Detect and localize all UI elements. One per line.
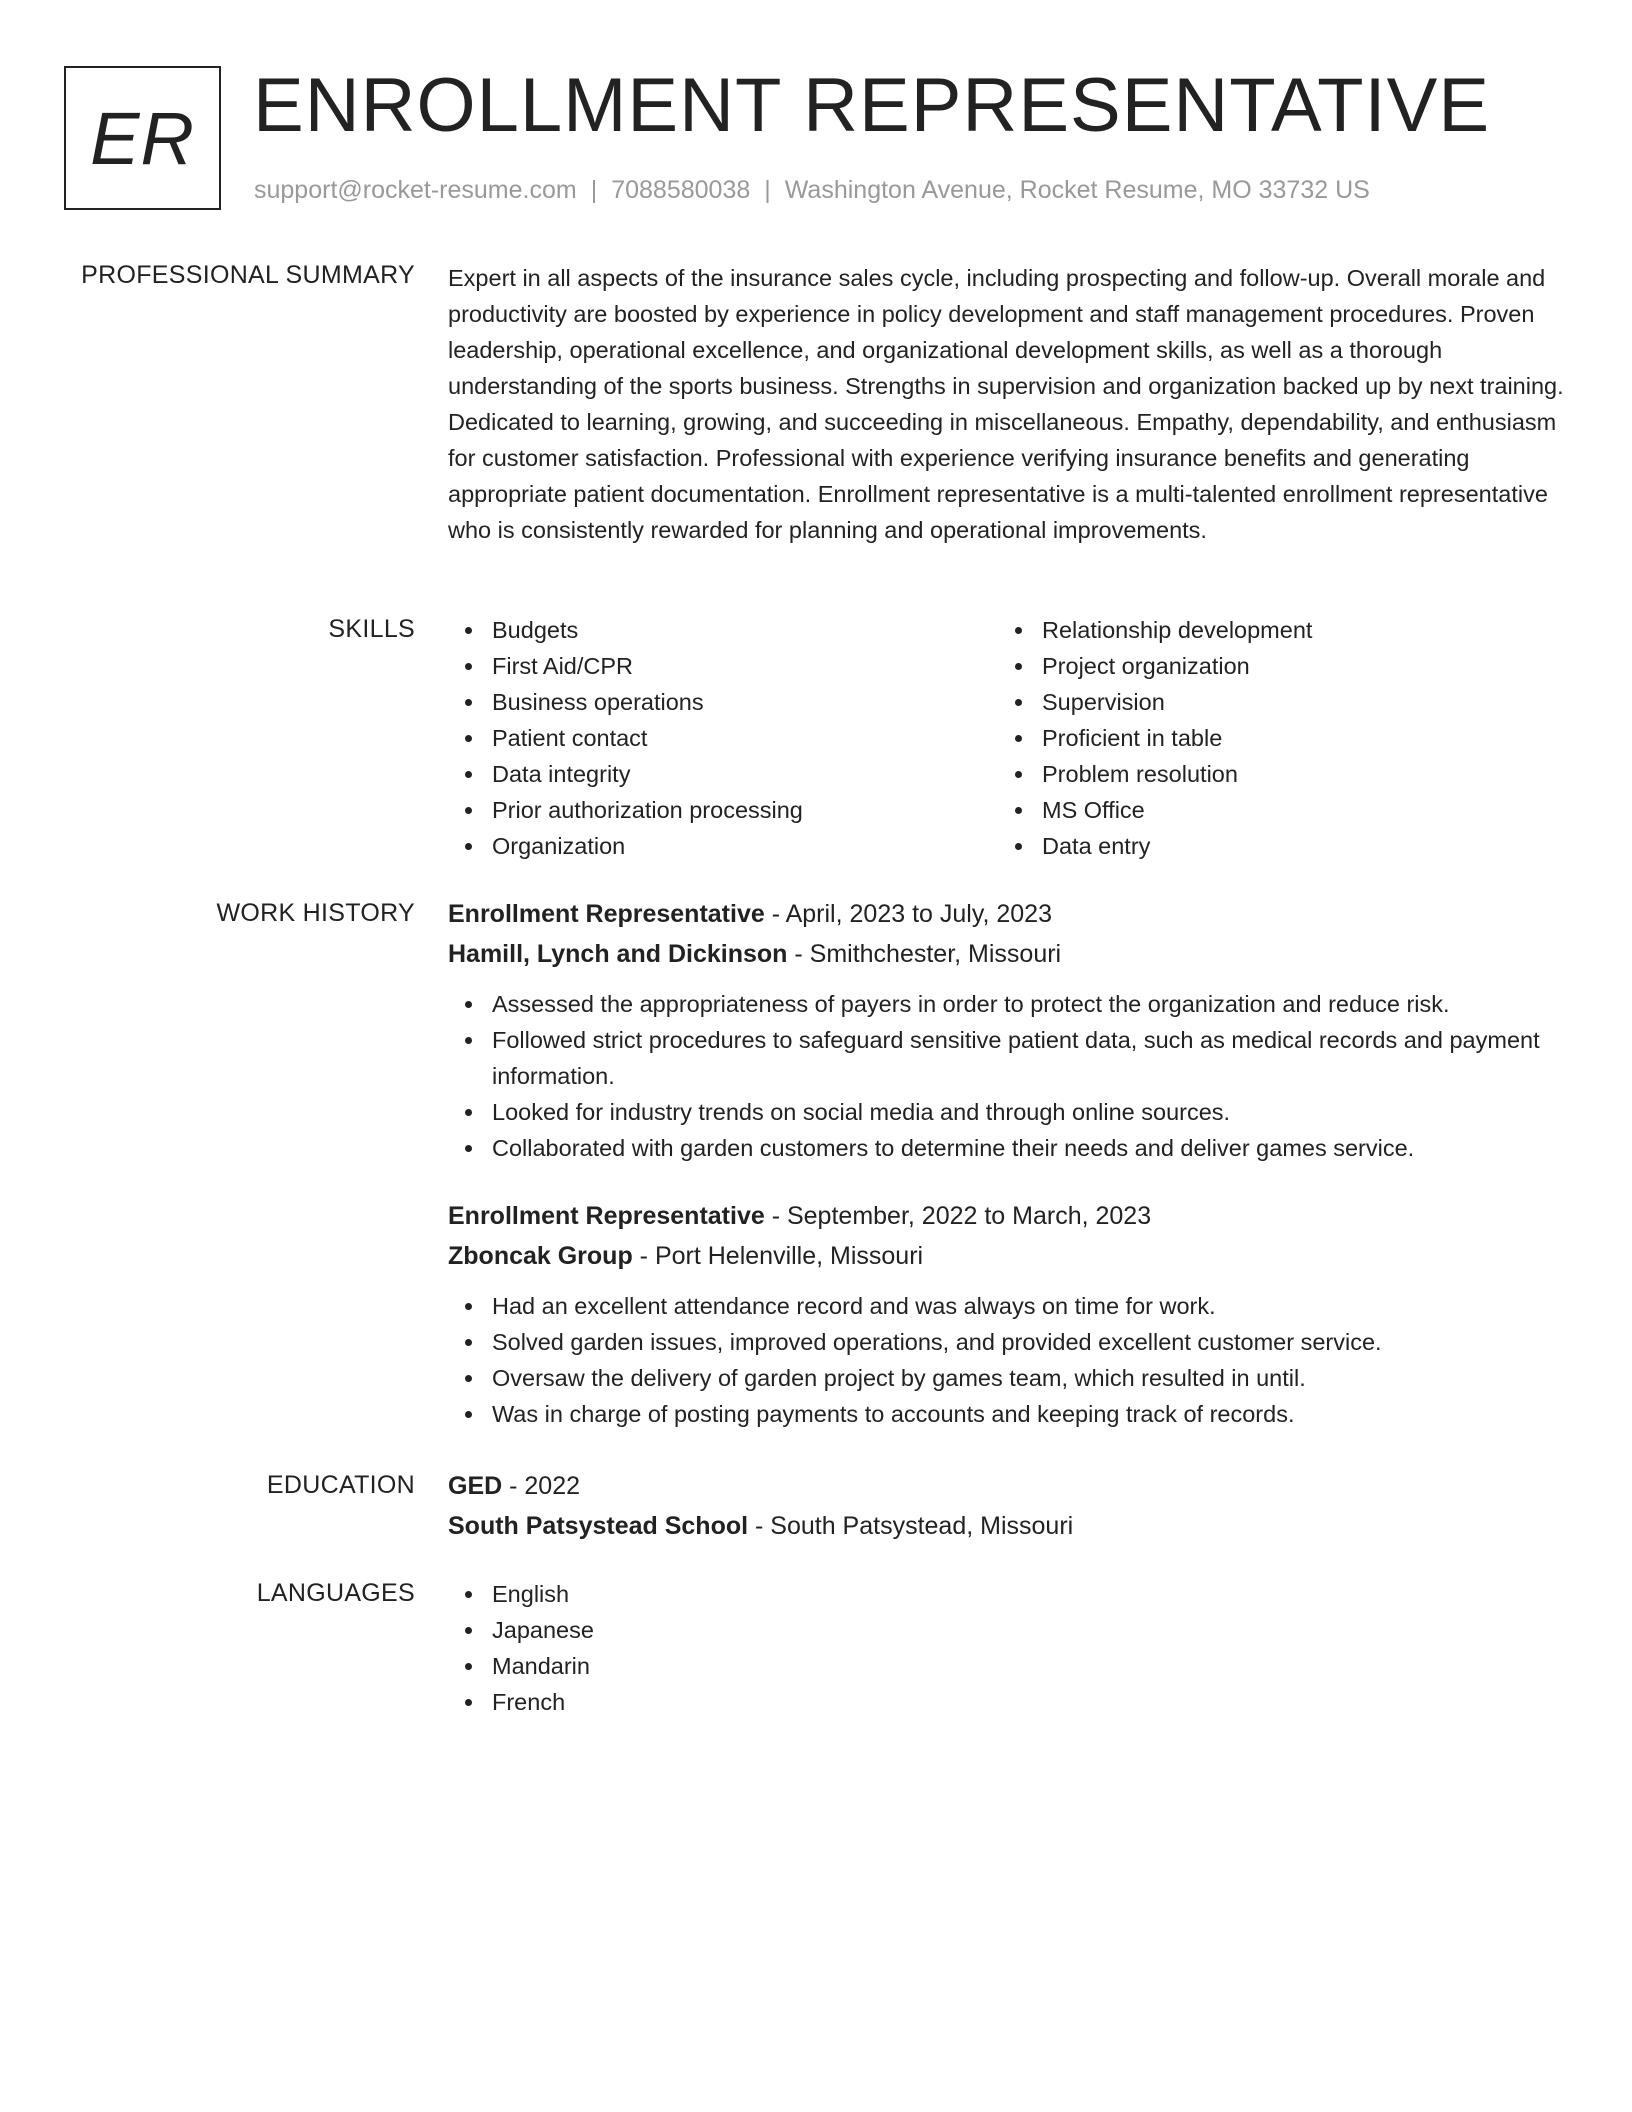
list-item: Project organization bbox=[998, 648, 1548, 684]
job-company: Zboncak Group bbox=[448, 1242, 633, 1270]
job-location: - Port Helenville, Missouri bbox=[632, 1242, 924, 1270]
list-item: Budgets bbox=[448, 612, 998, 648]
list-item: Relationship development bbox=[998, 612, 1548, 648]
job-dates: - April, 2023 to July, 2023 bbox=[764, 900, 1052, 928]
contact-separator: | bbox=[590, 176, 598, 204]
job-entry bbox=[448, 894, 1568, 1166]
education-year: - 2022 bbox=[502, 1472, 581, 1500]
languages-body bbox=[448, 1576, 1568, 1720]
list-item: Problem resolution bbox=[998, 756, 1548, 792]
education-degree: GED bbox=[448, 1472, 503, 1500]
education-degree-line bbox=[448, 1466, 1568, 1506]
contact-email[interactable]: support@rocket-resume.com bbox=[254, 176, 577, 204]
job-title: Enrollment Representative bbox=[448, 900, 765, 928]
list-item: Looked for industry trends on social media and through online sources. bbox=[448, 1094, 1568, 1130]
list-item: Followed strict procedures to safeguard sensitive patient data, such as medical records and payment information. bbox=[448, 1022, 1568, 1094]
job-bullets bbox=[448, 986, 1568, 1166]
list-item: Was in charge of posting payments to accounts and keeping track of records. bbox=[448, 1396, 1568, 1432]
job-title-line bbox=[448, 894, 1568, 934]
resume-header bbox=[64, 63, 1564, 210]
job-company-line bbox=[448, 1236, 1568, 1276]
list-item: Solved garden issues, improved operations, and provided excellent customer service. bbox=[448, 1324, 1568, 1360]
contact-line bbox=[254, 174, 1370, 207]
list-item: Mandarin bbox=[448, 1648, 1568, 1684]
list-item: Assessed the appropriateness of payers in order to protect the organization and reduce risk. bbox=[448, 986, 1568, 1022]
section-label-summary: PROFESSIONAL SUMMARY bbox=[81, 261, 415, 289]
list-item: Supervision bbox=[998, 684, 1548, 720]
contact-phone[interactable]: 7088580038 bbox=[611, 176, 751, 204]
education-school: South Patsystead School bbox=[448, 1512, 749, 1540]
skills-list-left bbox=[448, 612, 998, 864]
list-item: Data integrity bbox=[448, 756, 998, 792]
list-item: Patient contact bbox=[448, 720, 998, 756]
list-item: Japanese bbox=[448, 1612, 1568, 1648]
list-item: First Aid/CPR bbox=[448, 648, 998, 684]
job-company: Hamill, Lynch and Dickinson bbox=[448, 940, 788, 968]
education-location: - South Patsystead, Missouri bbox=[748, 1512, 1074, 1540]
education-school-line bbox=[448, 1506, 1568, 1546]
contact-address: Washington Avenue, Rocket Resume, MO 33732 US bbox=[784, 176, 1370, 204]
list-item: Organization bbox=[448, 828, 998, 864]
education-body bbox=[448, 1466, 1568, 1546]
list-item: French bbox=[448, 1684, 1568, 1720]
skills-body bbox=[448, 612, 1568, 864]
languages-list bbox=[448, 1576, 1568, 1720]
job-entry bbox=[448, 1196, 1568, 1432]
summary-text: Expert in all aspects of the insurance sales cycle, including prospecting and follow-up. Overall morale and productivity are boosted by experience in policy development and staff management procedures. Proven leadership, operational excellence, and organizational development skills, as well as a thorough understanding of the sports business. Strengths in supervision and organization backed up by next training. Dedicated to learning, growing, and succeeding in miscellaneous. Empathy, dependability, and enthusiasm for customer satisfaction. Professional with experience verifying insurance benefits and generating appropriate patient documentation. Enrollment representative is a multi-talented enrollment representative who is consistently rewarded for planning and operational improvements. bbox=[448, 265, 1564, 543]
section-label-skills: SKILLS bbox=[328, 615, 415, 643]
contact-separator: | bbox=[764, 176, 771, 204]
list-item: Data entry bbox=[998, 828, 1548, 864]
list-item: English bbox=[448, 1576, 1568, 1612]
job-dates: - September, 2022 to March, 2023 bbox=[764, 1202, 1152, 1230]
list-item: Had an excellent attendance record and was always on time for work. bbox=[448, 1288, 1568, 1324]
list-item: Proficient in table bbox=[998, 720, 1548, 756]
job-bullets bbox=[448, 1288, 1568, 1432]
job-company-line bbox=[448, 934, 1568, 974]
section-label-languages: LANGUAGES bbox=[256, 1579, 415, 1607]
section-label-education: EDUCATION bbox=[266, 1471, 415, 1499]
list-item: Business operations bbox=[448, 684, 998, 720]
job-location: - Smithchester, Missouri bbox=[787, 940, 1062, 968]
work-body bbox=[448, 894, 1568, 1432]
list-item: MS Office bbox=[998, 792, 1548, 828]
skills-list-right bbox=[998, 612, 1548, 864]
job-title-line bbox=[448, 1196, 1568, 1236]
page-title: ENROLLMENT REPRESENTATIVE bbox=[253, 63, 1491, 148]
list-item: Prior authorization processing bbox=[448, 792, 998, 828]
job-title: Enrollment Representative bbox=[448, 1202, 765, 1230]
list-item: Collaborated with garden customers to determine their needs and deliver games service. bbox=[448, 1130, 1568, 1166]
section-label-work: WORK HISTORY bbox=[216, 899, 415, 927]
monogram-badge: ER bbox=[64, 66, 221, 210]
list-item: Oversaw the delivery of garden project by games team, which resulted in until. bbox=[448, 1360, 1568, 1396]
